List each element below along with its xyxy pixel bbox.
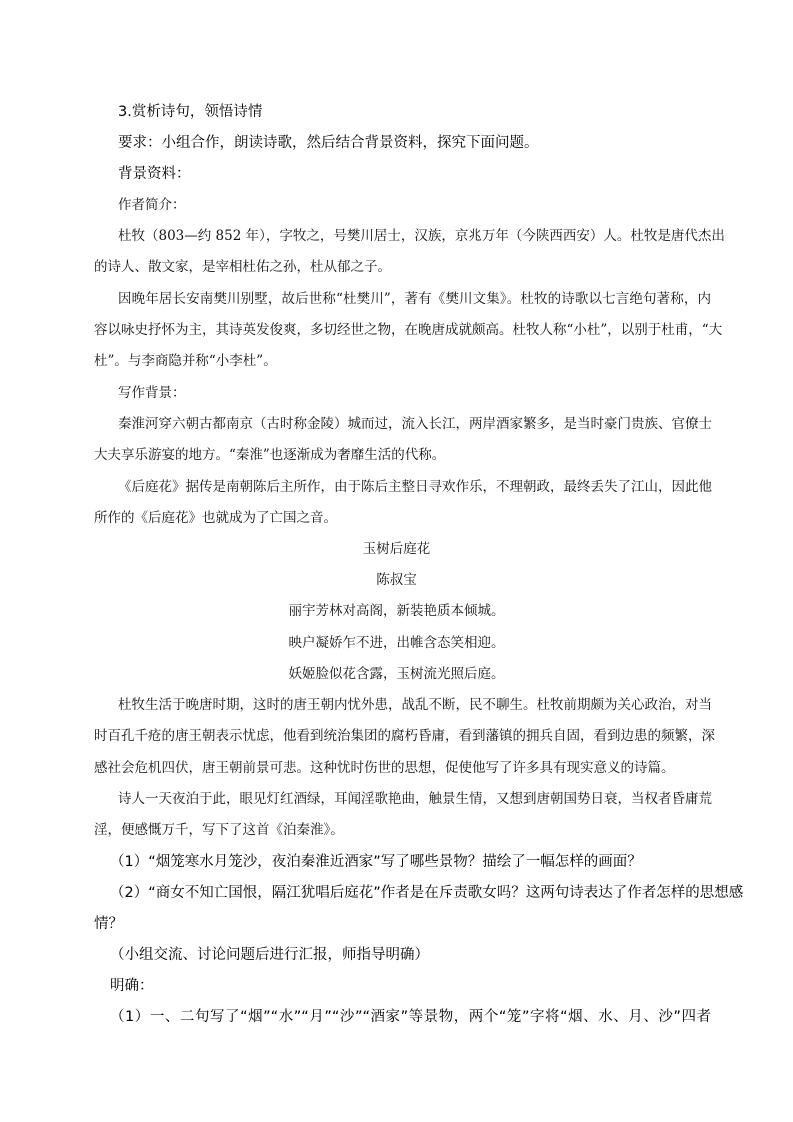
writing-background-line: 大夫享乐游宴的地方。“秦淮”也逐渐成为奢靡生活的代称。 [94,447,446,463]
question-2: （2）“商女不知亡国恨，隔江犹唱后庭花”作者是在斥责歌女吗？这两句诗表达了作者怎样的思想感 [110,885,744,901]
poem-line: 映户凝娇乍不进，出帷含态笑相迎。 [288,635,505,651]
poem-line: 丽宇芳林对高阁，新装艳质本倾城。 [288,603,505,619]
section-heading: 3.赏析诗句，领悟诗情 [118,104,263,120]
era-background-line: 感社会危机四伏，唐王朝前景可悲。这种忧时伤世的思想，促使他写了许多具有现实意义的诗篇。 [94,760,675,776]
clarify-label: 明确： [110,978,154,994]
poem-title: 玉树后庭花 [362,541,431,557]
era-background-line: 时百孔千疮的唐王朝表示忧虑，他看到统治集团的腐朽昏庸，看到藩镇的拥兵自固，看到边患的频繁，深 [94,728,715,744]
writing-background-line: 所作的《后庭花》也就成为了亡国之音。 [94,510,337,526]
author-intro-label: 作者简介： [118,197,186,213]
author-intro-line: 因晚年居长安南樊川别墅，故后世称“杜樊川”，著有《樊川文集》。杜牧的诗歌以七言绝句著称，内 [118,291,711,307]
writing-background-line: 《后庭花》据传是南朝陈后主所作，由于陈后主整日寻欢作乐，不理朝政，最终丢失了江山，因此他 [118,479,712,495]
writing-background-label: 写作背景： [118,385,186,401]
writing-background-line: 秦淮河穿六朝古都南京（古时称金陵）城而过，流入长江，两岸酒家繁多，是当时豪门贵族、官僚士 [118,416,712,432]
poem-author: 陈叔宝 [376,572,417,588]
author-intro-line: 杜牧（803—约 852 年），字牧之，号樊川居士，汉族，京兆万年（今陕西西安）人。杜牧是唐代杰出 [118,228,725,244]
author-intro-line: 杜”。与李商隐并称“小李杜”。 [94,353,277,369]
question-1: （1）“烟笼寒水月笼沙，夜泊秦淮近酒家”写了哪些景物？描绘了一幅怎样的画面？ [110,854,642,870]
era-background-line: 杜牧生活于晚唐时期，这时的唐王朝内忧外患，战乱不断，民不聊生。杜牧前期颇为关心政治，对当 [118,697,712,713]
background-label: 背景资料： [118,166,191,182]
era-background-line: 诗人一天夜泊于此，眼见灯红酒绿，耳闻淫歌艳曲，触景生情，又想到唐朝国势日衰，当权者昏庸荒 [118,791,712,807]
poem-line: 妖姬脸似花含露，玉树流光照后庭。 [288,666,505,682]
discussion-note: （小组交流、讨论问题后进行汇报，师指导明确） [110,947,429,963]
answer-1: （1）一、二句写了“烟”“水”“月”“沙”“酒家”等景物，两个“笼”字将“烟、水、月、沙”四者 [110,1009,711,1025]
question-2-continued: 情？ [94,916,123,932]
author-intro-line: 的诗人、散文家，是宰相杜佑之孙，杜从郁之子。 [94,259,391,275]
era-background-line: 淫，便感慨万千，写下了这首《泊秦淮》。 [94,822,344,838]
requirement-text: 要求：小组合作，朗读诗歌，然后结合背景资料，探究下面问题。 [118,135,539,151]
author-intro-line: 容以咏史抒怀为主，其诗英发俊爽，多切经世之物，在晚唐成就颇高。杜牧人称“小杜”，以别于杜甫，“大 [94,322,723,338]
